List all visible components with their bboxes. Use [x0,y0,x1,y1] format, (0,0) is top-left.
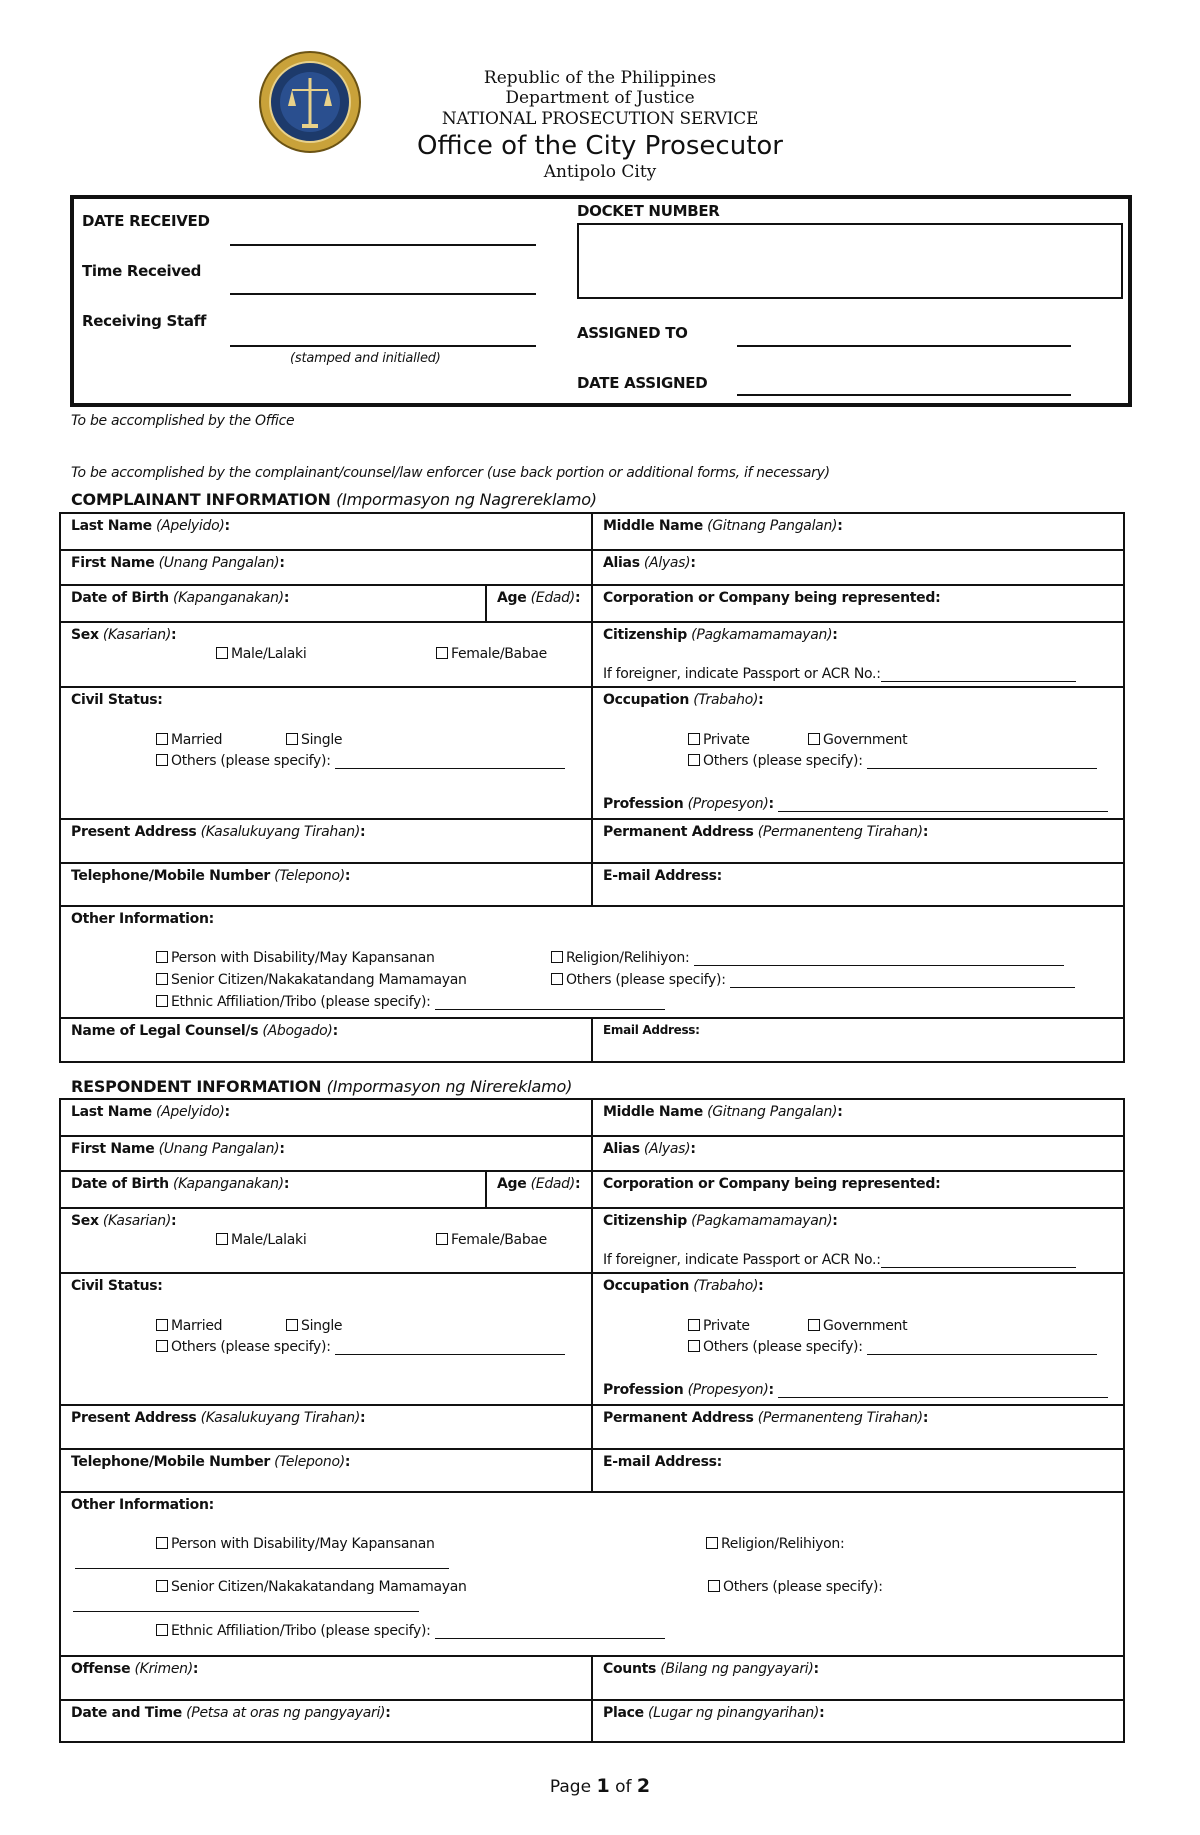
complainant-other-info-cell: Other Information: Person with Disability/May Kapansanan Religion/Relihiyon: Senior Citizen/Nakakatandang Mamamayan Others (please specify): Ethnic Affiliation/Tribo (please specify): [60,906,1124,1018]
header-line-department: Department of Justice [505,88,695,108]
assigned-to-line[interactable] [737,345,1071,347]
date-received-label: DATE RECEIVED [82,212,210,230]
complainant-married-option[interactable]: Married [156,732,222,748]
complainant-senior-option[interactable]: Senior Citizen/Nakakatandang Mamamayan [156,972,467,988]
complainant-pwd-option[interactable]: Person with Disability/May Kapansanan [156,950,435,966]
checkbox-icon[interactable] [706,1537,718,1549]
respondent-offense-cell[interactable]: Offense (Krimen): [60,1656,592,1700]
checkbox-icon[interactable] [156,754,168,766]
respondent-other-info-cell: Other Information: Person with Disability/May Kapansanan Religion/Relihiyon: Senior Citizen/Nakakatandang Mamamayan Others (please specify): Ethnic Affiliation/Tribo (please specify): [60,1492,1124,1656]
page-footer [0,1775,1200,1797]
complainant-corp-cell[interactable]: Corporation or Company being represented: [592,585,1124,622]
respondent-civil-others-option[interactable]: Others (please specify): [156,1339,565,1355]
checkbox-icon[interactable] [688,754,700,766]
respondent-sex-cell: Sex (Kasarian): Male/Lalaki Female/Babae [60,1208,592,1273]
respondent-table [59,1098,1125,1743]
respondent-civil-status-cell: Civil Status: Married Single Others (please specify): [60,1273,592,1405]
respondent-section-title [71,1077,572,1096]
checkbox-icon[interactable] [156,951,168,963]
page-title: Office of the City Prosecutor [417,131,783,161]
checkbox-icon[interactable] [156,1537,168,1549]
checkbox-icon[interactable] [216,647,228,659]
complainant-legal-counsel-cell[interactable]: Name of Legal Counsel/s (Abogado): [60,1018,592,1062]
respondent-age-cell[interactable]: Age (Edad): [486,1171,592,1208]
docket-number-label: DOCKET NUMBER [577,202,720,220]
receiving-staff-line[interactable] [230,345,536,347]
complainant-civil-status-cell: Civil Status: Married Single Others (please specify): [60,687,592,819]
respondent-middle-name-cell[interactable]: Middle Name (Gitnang Pangalan): [592,1099,1124,1136]
checkbox-icon[interactable] [156,1319,168,1331]
respondent-telephone-cell[interactable]: Telephone/Mobile Number (Telepono): [60,1449,592,1492]
respondent-ethnic-option[interactable]: Ethnic Affiliation/Tribo (please specify): [156,1623,665,1639]
complainant-title-italic: (Impormasyon ng Nagrereklamo) [336,490,597,509]
checkbox-icon[interactable] [156,973,168,985]
date-assigned-label: DATE ASSIGNED [577,374,708,392]
respondent-dob-cell[interactable]: Date of Birth (Kapanganakan): [60,1171,486,1208]
checkbox-icon[interactable] [551,973,563,985]
respondent-others-info-option[interactable]: Others (please specify): [708,1579,883,1595]
complainant-ethnic-option[interactable]: Ethnic Affiliation/Tribo (please specify): [156,994,665,1010]
complainant-first-name-cell[interactable]: First Name (Unang Pangalan): [60,550,592,585]
respondent-present-address-cell[interactable]: Present Address (Kasalukuyang Tirahan): [60,1405,592,1449]
complainant-male-option[interactable]: Male/Lalaki [216,646,306,662]
respondent-married-option[interactable]: Married [156,1318,222,1334]
respondent-government-option[interactable]: Government [808,1318,907,1334]
assigned-to-label: ASSIGNED TO [577,324,688,342]
complainant-age-cell[interactable]: Age (Edad): [486,585,592,622]
receiving-staff-label: Receiving Staff [82,312,207,330]
checkbox-icon[interactable] [156,1580,168,1592]
checkbox-icon[interactable] [708,1580,720,1592]
complainant-alias-cell[interactable]: Alias (Alyas): [592,550,1124,585]
time-received-label: Time Received [82,262,202,280]
complainant-email-cell[interactable]: E-mail Address: [592,863,1124,906]
date-received-line[interactable] [230,244,536,246]
docket-number-field[interactable] [577,223,1123,299]
complainant-occ-others-option[interactable]: Others (please specify): [688,753,1097,769]
checkbox-icon[interactable] [436,1233,448,1245]
complainant-single-option[interactable]: Single [286,732,342,748]
complainant-government-option[interactable]: Government [808,732,907,748]
of-word: of [615,1777,632,1797]
respondent-first-name-cell[interactable]: First Name (Unang Pangalan): [60,1136,592,1171]
respondent-occ-others-option[interactable]: Others (please specify): [688,1339,1097,1355]
respondent-private-option[interactable]: Private [688,1318,750,1334]
respondent-datetime-cell[interactable]: Date and Time (Petsa at oras ng pangyayari): [60,1700,592,1742]
respondent-last-name-cell[interactable]: Last Name (Apelyido): [60,1099,592,1136]
page-number: 1 [596,1775,610,1797]
complainant-dob-cell[interactable]: Date of Birth (Kapanganakan): [60,585,486,622]
respondent-title-italic: (Impormasyon ng Nirereklamo) [326,1077,573,1096]
complainant-profession-field[interactable]: Profession (Propesyon): [603,796,1108,812]
complainant-middle-name-cell[interactable]: Middle Name (Gitnang Pangalan): [592,513,1124,550]
page-total: 2 [636,1775,651,1797]
complainant-note: To be accomplished by the complainant/counsel/law enforcer (use back portion or additional forms, if necessary) [71,465,830,481]
complainant-section-title [71,490,597,509]
complainant-foreigner-field[interactable]: If foreigner, indicate Passport or ACR No.: [603,666,1076,682]
respondent-title-text: RESPONDENT INFORMATION [71,1077,322,1096]
checkbox-icon[interactable] [156,733,168,745]
complainant-private-option[interactable]: Private [688,732,750,748]
respondent-citizenship-cell[interactable]: Citizenship (Pagkamamamayan): If foreigner, indicate Passport or ACR No.: [592,1208,1124,1273]
complainant-counsel-email-cell[interactable]: Email Address: [592,1018,1124,1062]
checkbox-icon[interactable] [551,951,563,963]
respondent-pwd-line[interactable] [75,1568,449,1569]
respondent-corp-cell[interactable]: Corporation or Company being represented: [592,1171,1124,1208]
header-line-republic: Republic of the Philippines [483,68,717,88]
respondent-single-option[interactable]: Single [286,1318,342,1334]
header-line-nps: NATIONAL PROSECUTION SERVICE [441,109,759,129]
checkbox-icon[interactable] [436,647,448,659]
complainant-civil-others-option[interactable]: Others (please specify): [156,753,565,769]
complainant-present-address-cell[interactable]: Present Address (Kasalukuyang Tirahan): [60,819,592,863]
complainant-female-option[interactable]: Female/Babae [436,646,547,662]
complainant-occupation-cell: Occupation (Trabaho): Private Government Others (please specify): Profession (Propesyon): [592,687,1124,819]
respondent-foreigner-field[interactable]: If foreigner, indicate Passport or ACR No.: [603,1252,1076,1268]
respondent-senior-option[interactable]: Senior Citizen/Nakakatandang Mamamayan [156,1579,467,1595]
respondent-male-option[interactable]: Male/Lalaki [216,1232,306,1248]
respondent-pwd-option[interactable]: Person with Disability/May Kapansanan [156,1536,435,1552]
respondent-female-option[interactable]: Female/Babae [436,1232,547,1248]
checkbox-icon[interactable] [808,1319,820,1331]
complainant-last-name-cell[interactable]: Last Name (Apelyido): [60,513,592,550]
complainant-table [59,512,1125,1063]
checkbox-icon[interactable] [688,1340,700,1352]
checkbox-icon[interactable] [808,733,820,745]
complainant-telephone-cell[interactable]: Telephone/Mobile Number (Telepono): [60,863,592,906]
complainant-title-text: COMPLAINANT INFORMATION [71,490,331,509]
date-assigned-line[interactable] [737,394,1071,396]
checkbox-icon[interactable] [216,1233,228,1245]
respondent-counts-cell[interactable]: Counts (Bilang ng pangyayari): [592,1656,1124,1700]
respondent-permanent-address-cell[interactable]: Permanent Address (Permanenteng Tirahan): [592,1405,1124,1449]
stamped-note: (stamped and initialled) [290,351,441,366]
checkbox-icon[interactable] [286,1319,298,1331]
header-city: Antipolo City [543,162,657,182]
respondent-profession-field[interactable]: Profession (Propesyon): [603,1382,1108,1398]
respondent-religion-option[interactable]: Religion/Relihiyon: [706,1536,844,1552]
page-word: Page [549,1777,592,1797]
complainant-permanent-address-cell[interactable]: Permanent Address (Permanenteng Tirahan): [592,819,1124,863]
respondent-email-cell[interactable]: E-mail Address: [592,1449,1124,1492]
respondent-senior-line[interactable] [73,1611,419,1612]
checkbox-icon[interactable] [286,733,298,745]
respondent-occupation-cell: Occupation (Trabaho): Private Government Others (please specify): Profession (Propesyon): [592,1273,1124,1405]
complainant-sex-cell: Sex (Kasarian): Male/Lalaki Female/Babae [60,622,592,687]
respondent-alias-cell[interactable]: Alias (Alyas): [592,1136,1124,1171]
complainant-citizenship-cell[interactable]: Citizenship (Pagkamamamayan): If foreigner, indicate Passport or ACR No.: [592,622,1124,687]
checkbox-icon[interactable] [156,1624,168,1636]
office-note: To be accomplished by the Office [71,413,295,429]
complainant-others-info-option[interactable]: Others (please specify): [551,972,1075,988]
checkbox-icon[interactable] [688,1319,700,1331]
checkbox-icon[interactable] [156,1340,168,1352]
checkbox-icon[interactable] [688,733,700,745]
time-received-line[interactable] [230,293,536,295]
checkbox-icon[interactable] [156,995,168,1007]
respondent-place-cell[interactable]: Place (Lugar ng pinangyarihan): [592,1700,1124,1742]
complainant-religion-option[interactable]: Religion/Relihiyon: [551,950,1064,966]
